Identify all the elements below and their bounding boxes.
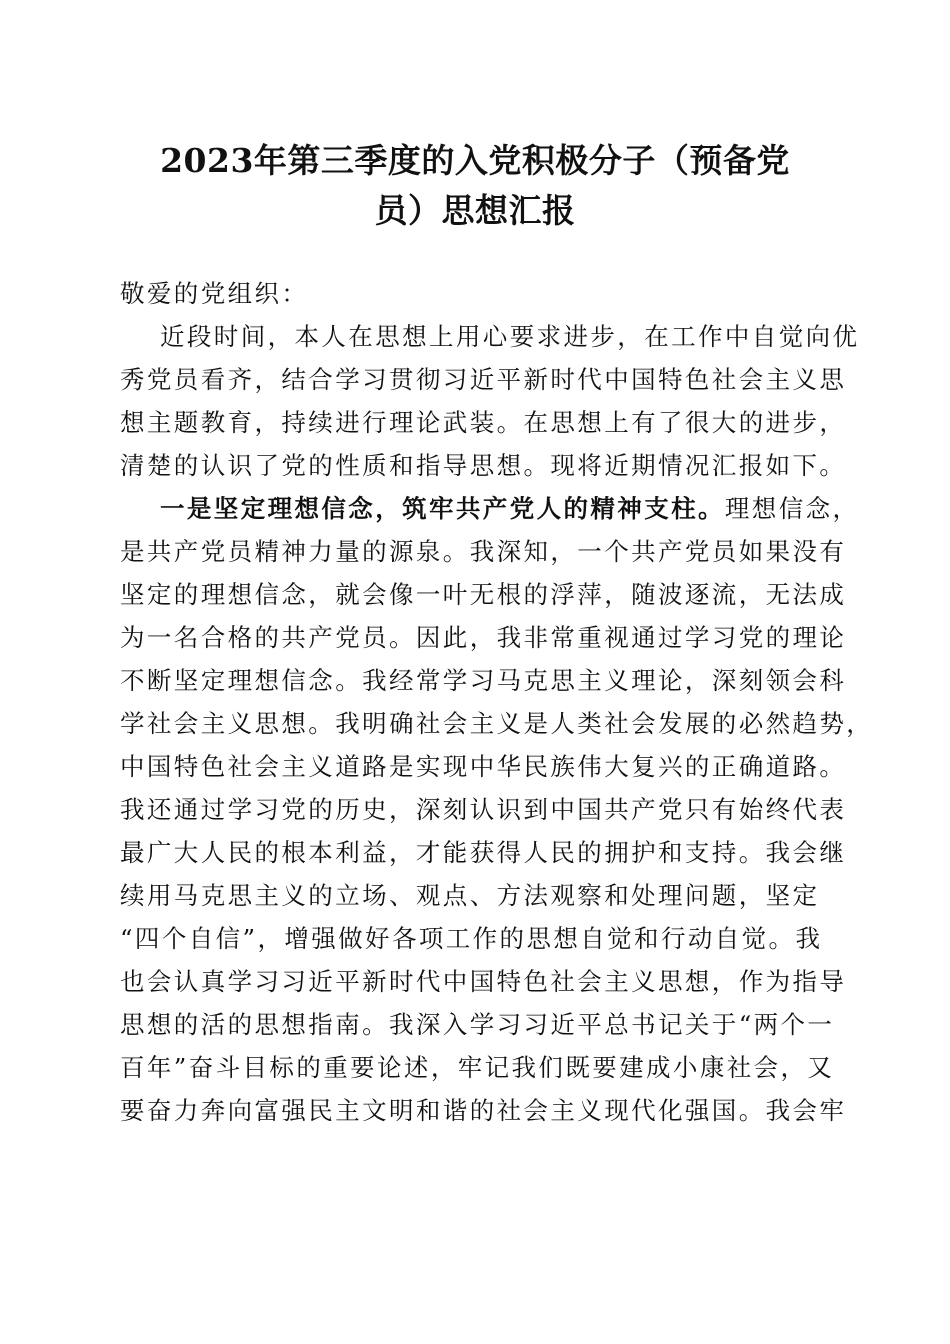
paragraph-line: 近段时间，本人在思想上用心要求进步，在工作中自觉向优 <box>160 322 860 351</box>
paragraph-line: 百年”奋斗目标的重要论述，牢记我们既要建成小康社会，又 <box>120 1053 835 1082</box>
document-body <box>120 272 874 1132</box>
paragraph-line: 不断坚定理想信念。我经常学习马克思主义理论，深刻领会科 <box>120 666 847 695</box>
paragraph-line: 秀党员看齐，结合学习贯彻习近平新时代中国特色社会主义思 <box>120 365 847 394</box>
title-line-2: 员）思想汇报 <box>374 191 576 230</box>
paragraph-line: 清楚的认识了党的性质和指导思想。现将近期情况汇报如下。 <box>120 451 847 480</box>
paragraph-line: “四个自信”，增强做好各项工作的思想自觉和行动自觉。我 <box>120 924 823 953</box>
salutation: 敬爱的党组织： <box>120 279 309 308</box>
paragraph-line: 学社会主义思想。我明确社会主义是人类社会发展的必然趋势， <box>120 709 874 738</box>
paragraph-intro <box>120 315 860 487</box>
heading-continuation: 理想信念， <box>724 494 860 523</box>
paragraph-line: 为一名合格的共产党员。因此，我非常重视通过学习党的理论 <box>120 623 847 652</box>
paragraph-line: 最广大人民的根本利益，才能获得人民的拥护和支持。我会继 <box>120 838 847 867</box>
paragraph-line: 想主题教育，持续进行理论武装。在思想上有了很大的进步， <box>120 408 847 437</box>
paragraph-ideals <box>120 487 874 1132</box>
section-heading: 一是坚定理想信念，筑牢共产党人的精神支柱。 <box>160 494 725 523</box>
paragraph-line: 思想的活的思想指南。我深入学习习近平总书记关于“两个一 <box>120 1010 835 1039</box>
paragraph-line: 要奋力奔向富强民主文明和谐的社会主义现代化强国。我会牢 <box>120 1096 847 1125</box>
paragraph-line: 坚定的理想信念，就会像一叶无根的浮萍，随波逐流，无法成 <box>120 580 847 609</box>
paragraph-line: 是共产党员精神力量的源泉。我深知，一个共产党员如果没有 <box>120 537 847 566</box>
paragraph-line: 中国特色社会主义道路是实现中华民族伟大复兴的正确道路。 <box>120 752 847 781</box>
document-title <box>120 136 830 236</box>
paragraph-line: 也会认真学习习近平新时代中国特色社会主义思想，作为指导 <box>120 967 847 996</box>
paragraph-line: 我还通过学习党的历史，深刻认识到中国共产党只有始终代表 <box>120 795 847 824</box>
title-line-1: 2023年第三季度的入党积极分子（预备党 <box>160 141 790 180</box>
paragraph-line <box>120 487 860 530</box>
paragraph-line: 续用马克思主义的立场、观点、方法观察和处理问题，坚定 <box>120 881 820 910</box>
